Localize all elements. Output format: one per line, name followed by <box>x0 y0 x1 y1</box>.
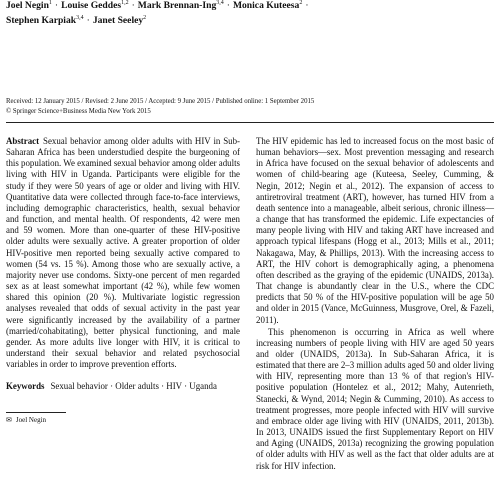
author-name: Monica Kuteesa$^2$ <box>232 0 303 11</box>
envelope-icon: ✉ <box>6 416 12 424</box>
author-name: Janet Seeley$^2$ <box>92 14 147 26</box>
abstract-column <box>6 136 240 370</box>
body-paragraph: This phenomenon is occurring in Africa as well where increasing numbers of people living with HIV are aged 50 years and older (UNAIDS, 2013a). In Sub-Saharan Africa, it is estimated that there are 2–3 million adults aged 50 and older living with HIV, representing more than 13 % of that region's HIV-positive population (Hontelez et al., 2012; Mahy, Autenrieth, Stanecki, & Wynd, 2014; Negin & Cumming, 2010). As access to treatment progresses, more people infected with HIV will survive and embrace older age living with HIV (UNAIDS, 2011, 2013b). In 2013, UNAIDS issued the first Supplementary Report on HIV and Aging (UNAIDS, 2013a) recognizing the growing population of older adults with HIV as well as the fact that older adults are at risk for HIV infection. <box>256 326 494 471</box>
footnote-divider <box>6 412 66 413</box>
abstract-text: Sexual behavior among older adults with HIV in Sub-Saharan Africa has been understudied despite the burgeoning of this population. We examined sexual behavior among older adults living with HIV in Uganda. Participants were eligible for the study if they were 50 years of age or older and living with HIV. Quantitative data were collected through face-to-face interviews, including demographic characteristics, health, sexual behavior and function, and mental health. Of respondents, 42 were men and 59 women. More than one-quarter of these HIV-positive older adults were sexually active. A greater proportion of older HIV-positive men reported being sexually active compared to women (54 vs. 15 %). Among those who are sexually active, a majority never use condoms. Sixty-one percent of men regarded sex as at least somewhat important (42 %), while few women shared this opinion (20 %). Multivariate logistic regression analyses revealed that odds of sexual activity in the past year were significantly increased by the availability of a partner (married/cohabitating), better physical functioning, and male gender. As more adults live longer with HIV, it is critical to understand their sexual behavior and related psychosocial variables in order to improve prevention efforts. <box>6 136 241 370</box>
body-paragraph: The HIV epidemic has led to increased focus on the most basic of human behaviors—sex. Most prevention messaging and research in Africa have focused on the sexual behavior of adolescents and women of child-bearing age (Kuteesa, Seeley, Cumming, & Negin, 2012; Negin et al., 2012). The expansion of access to antiretroviral treatment (ART), however, has turned HIV from a death sentence into a manageable, albeit serious, chronic illness—a change that has transformed the epidemic. Life expectancies of many people living with HIV and taking ART have increased and approach typical lifespans (Hogg et al., 2013; Mills et al., 2011; Nakagawa, May, & Phillips, 2013). With the increasing access to ART, the HIV cohort is demographically aging, a phenomena often described as the graying of the epidemic (UNAIDS, 2013a). That change is abundantly clear in the U.S., where the CDC predicts that 50 % of the HIV-positive population will be age 50 and older in 2015 (Vance, McGuinness, Musgrove, Orel, & Fazeli, 2011). <box>256 136 494 325</box>
copyright-notice: © Springer Science+Business Media New York 2015 <box>6 108 151 115</box>
author-name: Joel Negin$^1$ <box>6 0 52 11</box>
corresponding-author-footnote <box>6 416 46 425</box>
keywords <box>6 381 240 392</box>
author-name: Louise Geddes$^{1,2}$ <box>61 0 129 11</box>
abstract <box>6 136 240 370</box>
body-column <box>256 136 494 472</box>
keywords-text: Sexual behavior · Older adults · HIV · Uganda <box>50 381 217 391</box>
author-name: Stephen Karpiak$^{3,4}$ <box>6 14 84 26</box>
header-divider <box>6 122 494 123</box>
keywords-heading: Keywords <box>6 381 45 391</box>
received-dates: Received: 12 January 2015 / Revised: 2 June 2015 / Accepted: 9 June 2015 / Published online: 1 September 2015 <box>6 98 315 105</box>
author-list: Joel Negin$^1$ · Louise Geddes$^{1,2}$ · Mark Brennan-Ing$^{3,4}$ · Monica Kuteesa$^2$ · Stephen Karpiak$^{3,4}$ · Janet Seeley$^2$ <box>6 0 309 26</box>
abstract-heading: Abstract <box>6 136 40 146</box>
corresponding-author-name: Joel Negin <box>15 416 47 424</box>
author-name: Mark Brennan-Ing$^{3,4}$ <box>137 0 224 11</box>
